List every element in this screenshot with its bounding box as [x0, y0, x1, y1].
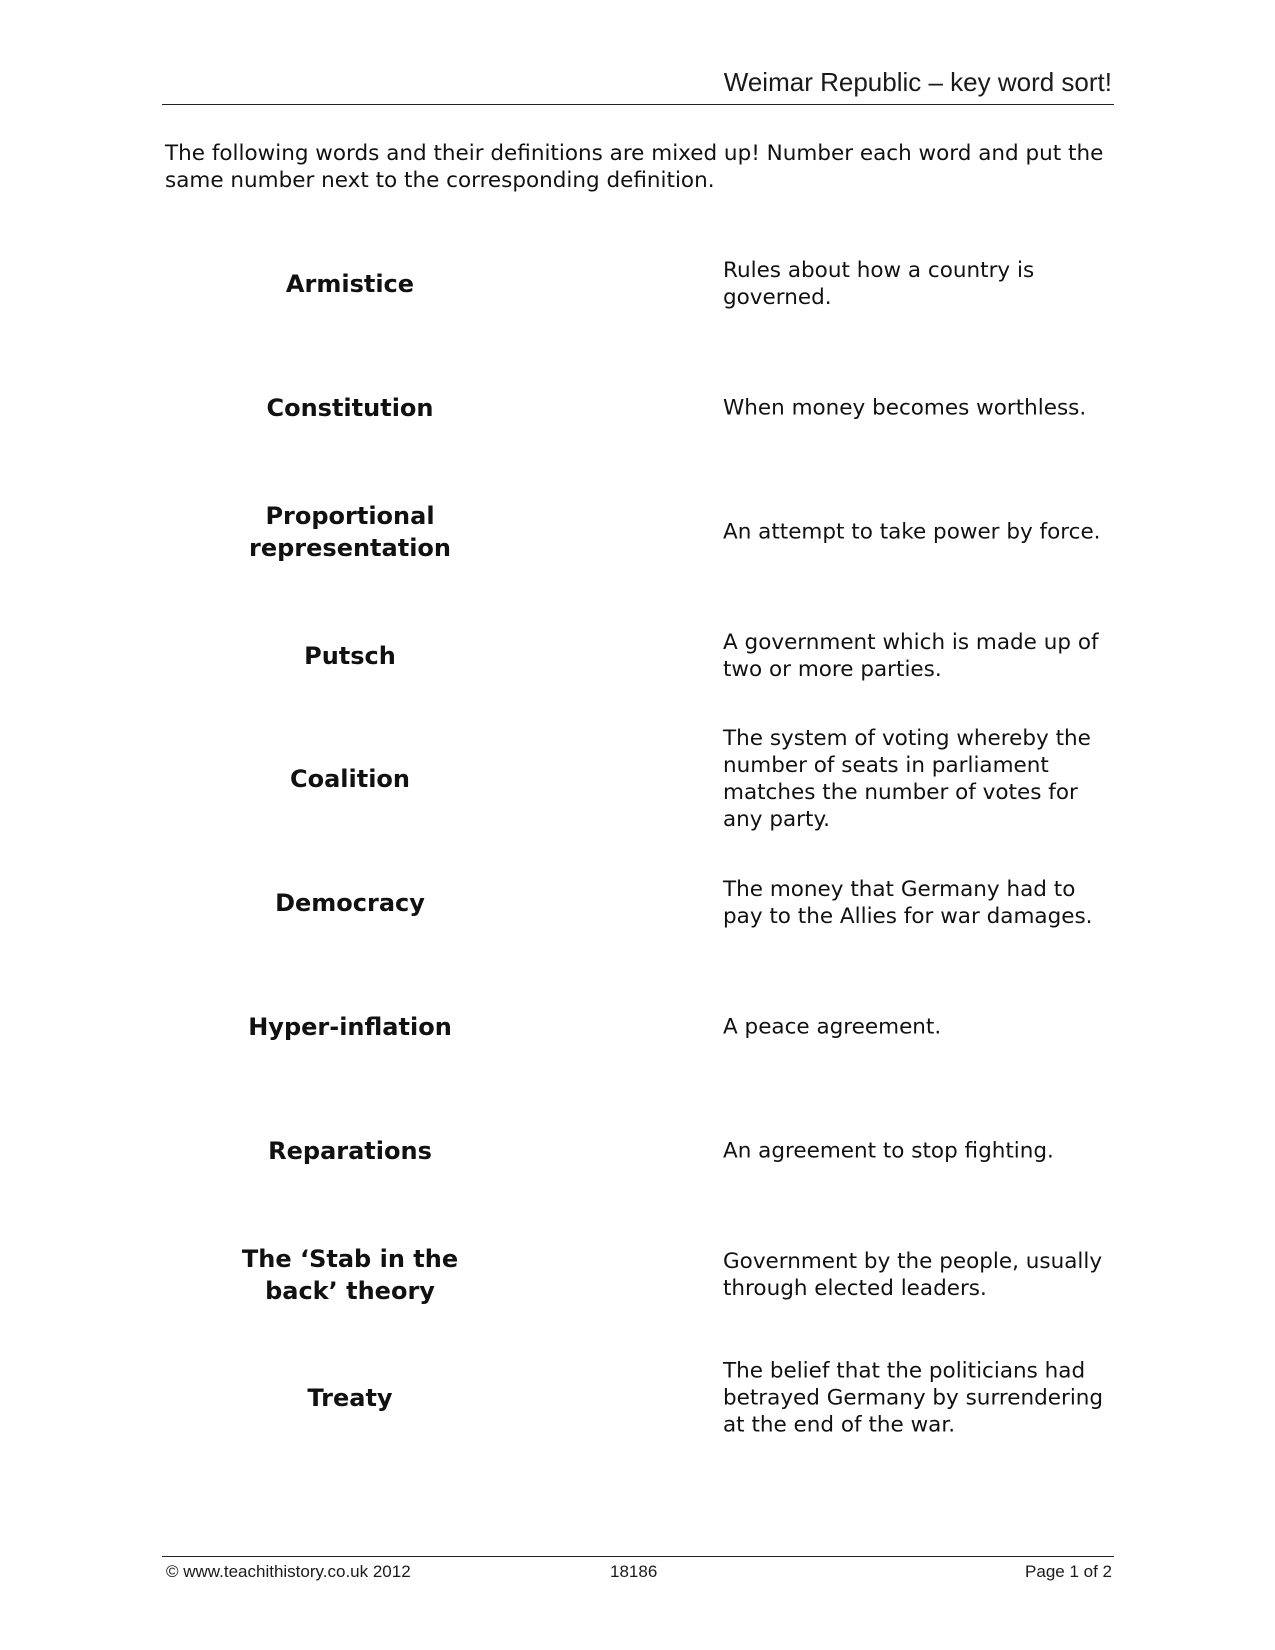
definition: A government which is made up of two or more parties. [723, 630, 1099, 682]
definition: Rules about how a country is governed. [723, 258, 1035, 310]
key-word-row [162, 853, 1117, 953]
definition: An attempt to take power by force. [723, 519, 1101, 545]
key-word-row [162, 1348, 1117, 1448]
key-word-row [162, 482, 1117, 582]
key-word-row [162, 606, 1117, 706]
key-term: Armistice [285, 270, 415, 298]
key-term: Constitution [266, 394, 434, 422]
key-word-row [162, 234, 1117, 334]
key-term: Hyper-inflation [248, 1013, 452, 1041]
key-word-row [162, 726, 1117, 832]
key-term: Putsch [304, 642, 396, 670]
page-title: Weimar Republic – key word sort! [723, 67, 1112, 97]
key-term: Proportional representation [249, 502, 451, 562]
definition: An agreement to stop fighting. [723, 1138, 1054, 1164]
definition: A peace agreement. [723, 1014, 942, 1040]
key-word-row [162, 1101, 1117, 1201]
key-term: Reparations [268, 1137, 432, 1165]
key-term: Treaty [307, 1384, 393, 1412]
page-footer [162, 1556, 1114, 1591]
key-word-row [162, 358, 1117, 458]
definition: The money that Germany had to pay to the Allies for war damages. [723, 877, 1093, 929]
key-term: Coalition [289, 765, 411, 793]
key-term: Democracy [275, 889, 425, 917]
key-word-row [162, 977, 1117, 1077]
page-header [162, 62, 1114, 105]
key-term: The ‘Stab in the back’ theory [241, 1245, 459, 1305]
definition: The system of voting whereby the number of seats in parliament matches the number of votes for any party. [723, 726, 1091, 832]
footer-copyright: © www.teachithistory.co.uk 2012 [166, 1562, 411, 1581]
definition: Government by the people, usually through elected leaders. [723, 1249, 1103, 1301]
definition: The belief that the politicians had betrayed Germany by surrendering at the end of the war. [723, 1358, 1104, 1438]
footer-page-number: Page 1 of 2 [1025, 1562, 1112, 1581]
key-word-row [162, 1225, 1117, 1325]
instructions-text: The following words and their definitions are mixed up! Number each word and put the same number next to the corresponding definition. [165, 141, 1104, 193]
definition: When money becomes worthless. [723, 395, 1087, 421]
footer-resource-code: 18186 [610, 1562, 658, 1581]
